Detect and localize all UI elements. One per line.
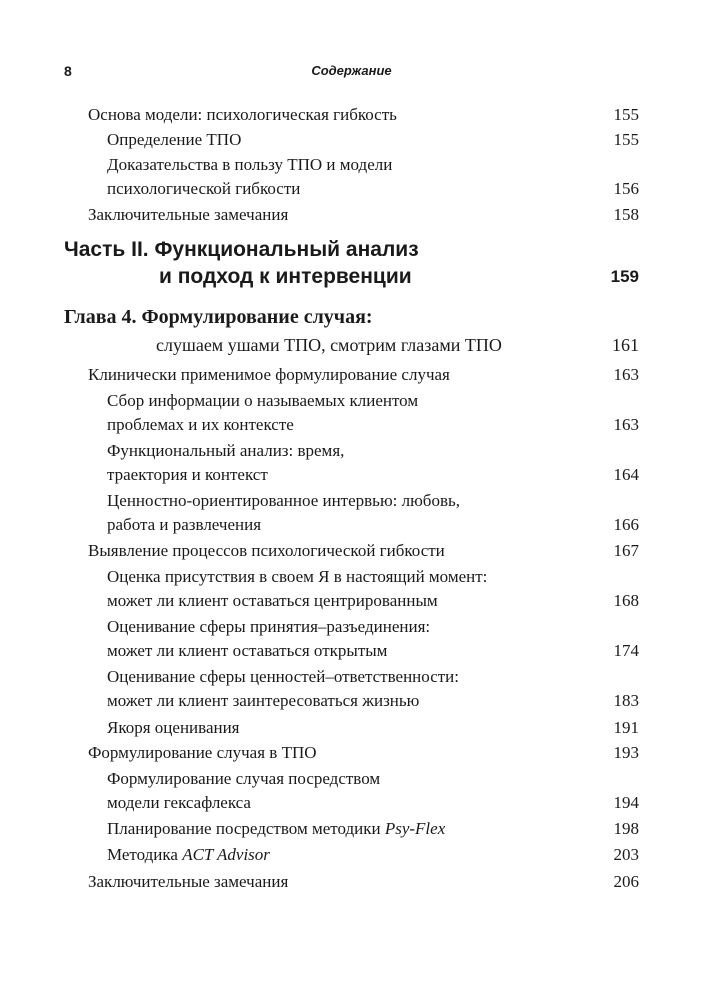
page-ref: 159 [610, 267, 639, 286]
page-ref: 206 [613, 872, 639, 891]
toc-entry[interactable]: Якоря оценивания 191 [107, 716, 639, 740]
page-ref: 198 [613, 819, 639, 838]
toc-entry[interactable]: Формулирование случая посредством модели гексафлекса 194 [107, 767, 639, 815]
page-ref: 158 [613, 205, 639, 224]
toc-entry[interactable]: Функциональный анализ: время, траектория и контекст 164 [107, 439, 639, 487]
running-head: Содержание [311, 63, 392, 78]
toc-entry[interactable]: Ценностно-ориентированное интервью: любовь, работа и развлечения 166 [107, 489, 639, 537]
toc-entry[interactable]: Выявление процессов психологической гибкости 167 [88, 539, 639, 563]
page-ref: 167 [613, 541, 639, 560]
page-ref: 183 [613, 691, 639, 710]
toc-entry[interactable]: Методика ACT Advisor 203 [107, 843, 639, 867]
toc-entry[interactable]: Определение ТПО 155 [107, 128, 639, 152]
page-ref: 193 [613, 743, 639, 762]
toc-entry[interactable]: Формулирование случая в ТПО 193 [88, 741, 639, 765]
toc-entry[interactable]: Оценка присутствия в своем Я в настоящий момент: может ли клиент оставаться центрированным 168 [107, 565, 639, 613]
page-ref: 156 [613, 179, 639, 198]
page-ref: 164 [613, 465, 639, 484]
toc-entry[interactable]: Клинически применимое формулирование случая 163 [88, 363, 639, 387]
page-ref: 174 [613, 641, 639, 660]
page-ref: 155 [613, 105, 639, 124]
toc-entry[interactable]: Основа модели: психологическая гибкость 155 [88, 103, 639, 127]
chapter-heading[interactable]: Глава 4. Формулирование случая: слушаем ушами ТПО, смотрим глазами ТПО 161 [64, 306, 639, 355]
toc-entry[interactable]: Заключительные замечания 158 [88, 203, 639, 227]
page-ref: 163 [613, 365, 639, 384]
toc-entry[interactable]: Заключительные замечания 206 [88, 870, 639, 894]
page-ref: 168 [613, 591, 639, 610]
page-number: 8 [64, 63, 72, 79]
toc-entry[interactable]: Оценивание сферы ценностей–ответственности: может ли клиент заинтересоваться жизнью 183 [107, 665, 639, 713]
page-ref: 155 [613, 130, 639, 149]
page-header [64, 63, 639, 85]
page-ref: 161 [612, 335, 639, 355]
page-ref: 163 [613, 415, 639, 434]
toc-entry[interactable]: Сбор информации о называемых клиентом проблемах и их контексте 163 [107, 389, 639, 437]
toc-entry[interactable]: Планирование посредством методики Psy-Flex 198 [107, 817, 639, 841]
page-ref: 203 [613, 845, 639, 864]
toc-entry[interactable]: Оценивание сферы принятия–разъединения: может ли клиент оставаться открытым 174 [107, 615, 639, 663]
part-heading[interactable]: Часть II. Функциональный анализ и подход к интервенции 159 [64, 238, 639, 288]
page-ref: 194 [613, 793, 639, 812]
page-ref: 166 [613, 515, 639, 534]
page-ref: 191 [613, 718, 639, 737]
toc-entry[interactable]: Доказательства в пользу ТПО и модели психологической гибкости 156 [107, 153, 639, 201]
